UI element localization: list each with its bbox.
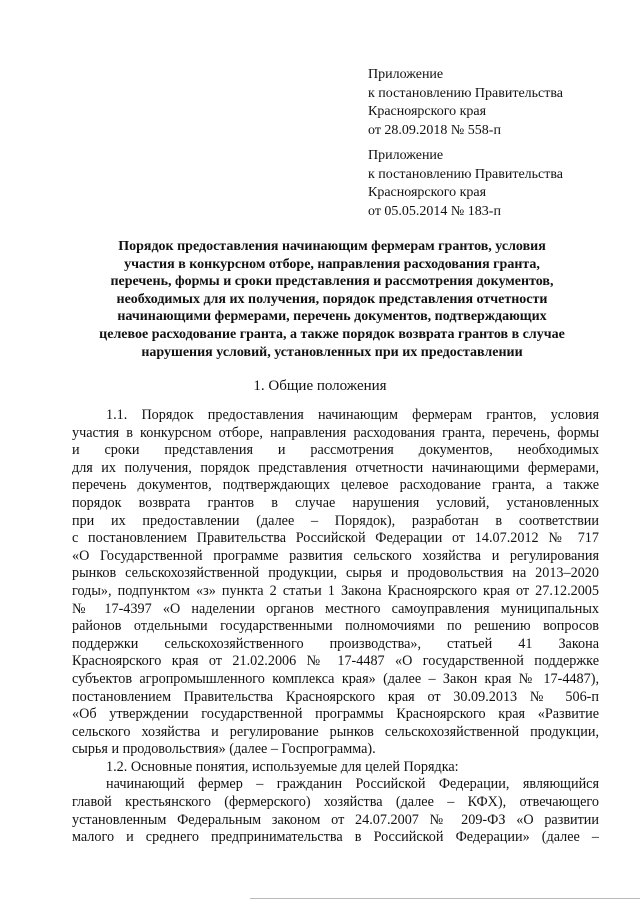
- paragraph-line: при их предоставлении (далее – Порядок), разработан в соответствии: [72, 512, 599, 529]
- scan-edge-line: [250, 898, 640, 899]
- appendix-decree-ref: к постановлению Правительства: [368, 85, 564, 101]
- paragraph-line: и сроки представления и рассмотрения документов, необходимых: [72, 442, 599, 459]
- appendix-region: Красноярского края: [368, 185, 487, 200]
- paragraph-line: сырья и продовольствия» (далее – Госпрограмма).: [72, 741, 376, 758]
- paragraph-line: поддержки сельскохозяйственного производства», статьей 41 Закона: [72, 635, 599, 652]
- appendix-date-number: от 05.05.2014 № 183-п: [368, 203, 501, 219]
- paragraph-line: главой крестьянского (фермерского) хозяйства (далее – КФХ), отвечающего: [72, 794, 599, 811]
- title-line: перечень, формы и сроки представления и рассмотрения документов,: [110, 274, 554, 290]
- paragraph-line: 1.1. Порядок предоставления начинающим фермерам грантов, условия: [106, 407, 599, 423]
- appendix-decree-ref: к постановлению Правительства: [368, 166, 564, 182]
- paragraph-line: малого и среднего предпринимательства в Российской Федерации» (далее –: [72, 829, 599, 846]
- title-line: необходимых для их получения, порядок представления отчетности: [116, 291, 548, 307]
- appendix-block-2: [368, 147, 563, 221]
- body-text: [72, 407, 599, 847]
- appendix-date-number: от 28.09.2018 № 558-п: [368, 122, 501, 138]
- paragraph-line: перечень документов, подтверждающих целевое расходование гранта, а также: [72, 477, 599, 494]
- title-line: нарушения условий, установленных при их предоставлении: [141, 344, 523, 360]
- title-line: Порядок предоставления начинающим фермерам грантов, условия: [118, 239, 546, 254]
- paragraph-line: участия в конкурсном отборе, направления расходования гранта, перечень, формы: [72, 424, 599, 441]
- paragraph-line: установленным Федеральным законом от 24.07.2007 № 209-ФЗ «О развитии: [72, 811, 599, 828]
- paragraph-line: с постановлением Правительства Российской Федерации от 14.07.2012 № 717: [72, 530, 599, 547]
- paragraph-line: субъектов агропромышленного комплекса края» (далее – Закон края № 17-4487),: [72, 670, 599, 687]
- paragraph-line: районов отдельными государственными полномочиями по решению вопросов: [72, 618, 599, 635]
- paragraph-line: порядок возврата грантов в случае нарушения условий, установленных: [72, 494, 599, 511]
- paragraph-line: рынков сельскохозяйственной продукции, сырья и продовольствия на 2013–2020: [72, 565, 599, 582]
- paragraph-line: Красноярского края от 21.02.2006 № 17-4487 «О государственной поддержке: [72, 653, 599, 670]
- paragraph-line: сельского хозяйства и регулирование рынков сельскохозяйственной продукции,: [72, 723, 599, 740]
- paragraph-line: годы», подпунктом «з» пункта 2 статьи 1 Закона Красноярского края от 27.12.2005: [72, 582, 599, 599]
- appendix-region: Красноярского края: [368, 104, 487, 119]
- document-title: [66, 238, 598, 361]
- appendix-block-1: [368, 66, 563, 140]
- paragraph-line: № 17-4397 «О наделении органов местного самоуправления муниципальных: [72, 600, 599, 617]
- paragraph-line: «О Государственной программе развития сельского хозяйства и регулирования: [72, 547, 599, 564]
- paragraph-line: постановлением Правительства Красноярского края от 30.09.2013 № 506-п: [72, 688, 599, 705]
- title-line: участия в конкурсном отборе, направления расходования гранта,: [124, 256, 540, 272]
- paragraph-line: начинающий фермер – гражданин Российской Федерации, являющийся: [106, 776, 599, 793]
- appendix-label: Приложение: [368, 67, 444, 82]
- section-heading: 1. Общие положения: [253, 378, 387, 394]
- title-line: целевое расходование гранта, а также порядок возврата грантов в случае: [99, 326, 565, 342]
- paragraph-line: для их получения, порядок представления отчетности начинающими фермерами,: [72, 459, 599, 476]
- paragraph-line: 1.2. Основные понятия, используемые для целей Порядка:: [106, 758, 459, 775]
- paragraph-line: «Об утверждении государственной программы Красноярского края «Развитие: [72, 706, 599, 723]
- title-line: начинающими фермерами, перечень документов, подтверждающих: [117, 309, 547, 325]
- appendix-label: Приложение: [368, 148, 444, 163]
